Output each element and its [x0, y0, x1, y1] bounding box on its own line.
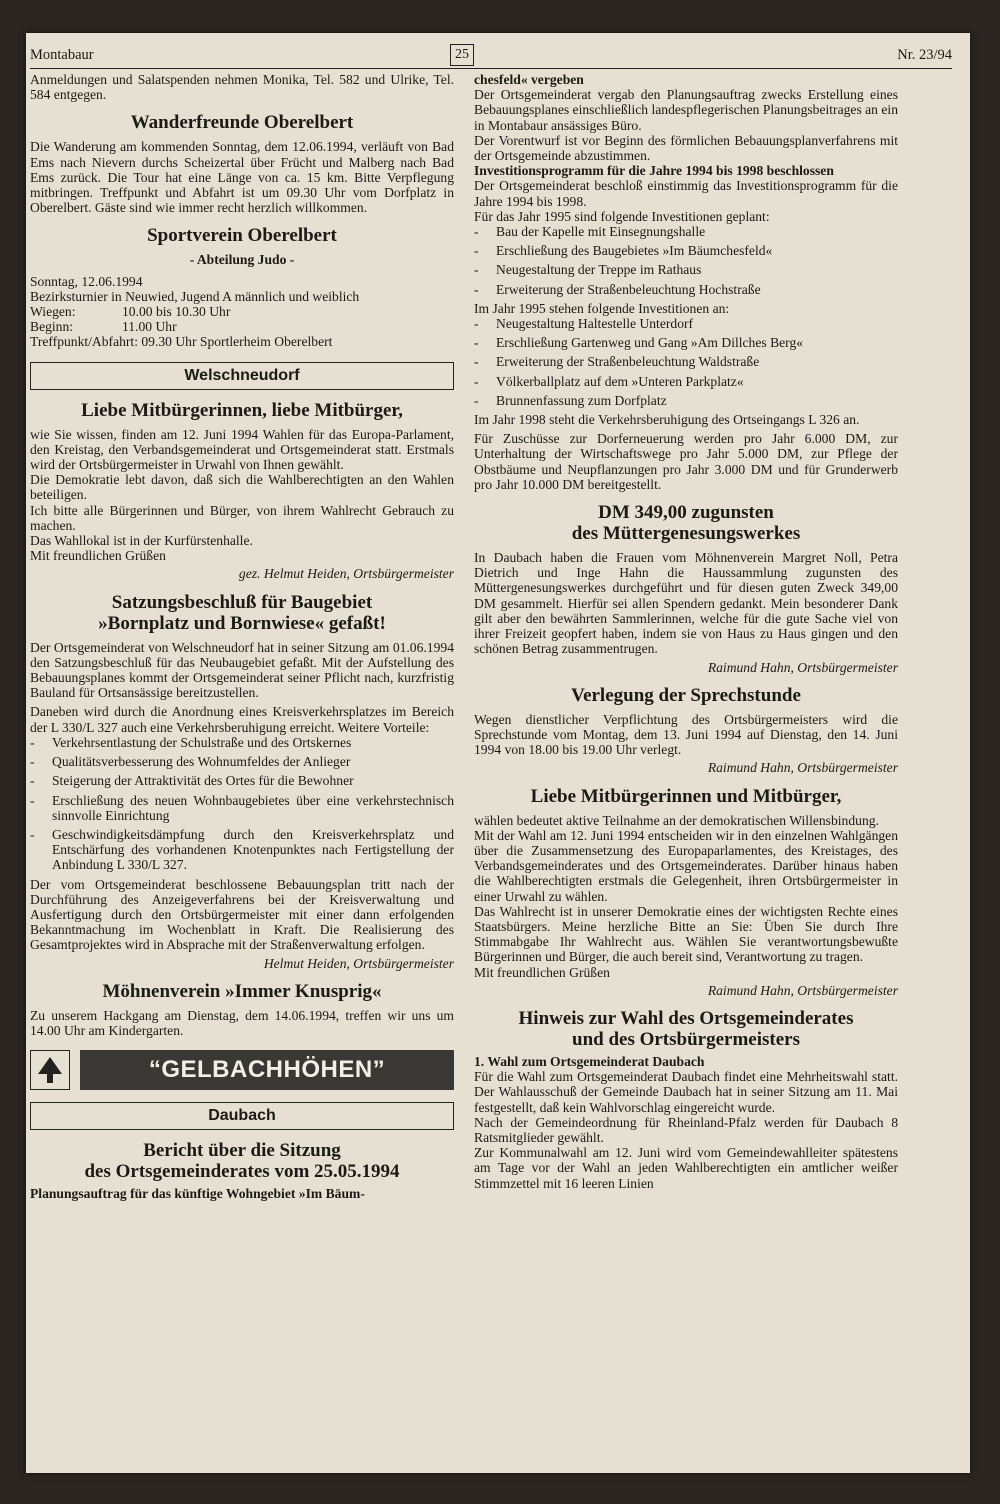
start-value: 11.00 Uhr [122, 319, 177, 335]
moehn-body: Zu unserem Hackgang am Dienstag, dem 14.06.1994, treffen wir uns um 14.00 Uhr am Kindergarten. [30, 1007, 454, 1038]
list-item: - Qualitätsverbesserung des Wohnumfeldes der Anlieger [30, 754, 454, 769]
hinweis-p2: Nach der Gemeindeordnung für Rheinland-Pfalz werden für Daubach 8 Ratsmitglieder gewählt. [474, 1114, 898, 1145]
letter-signature: gez. Helmut Heiden, Ortsbürgermeister [238, 566, 454, 582]
weigh-label: Wiegen: [30, 304, 76, 320]
letter-p2: Die Demokratie lebt davon, daß sich die Wahlberechtigten an den Wahlen beteiligen. [30, 472, 454, 503]
list-item: - Neugestaltung der Treppe im Rathaus [474, 262, 898, 277]
letter-title: Liebe Mitbürgerinnen, liebe Mitbürger, [81, 399, 403, 421]
sprech-title: Verlegung der Sprechstunde [571, 684, 801, 706]
invest-list-1 [474, 224, 898, 297]
list-item: - Erweiterung der Straßenbeleuchtung Hochstraße [474, 282, 898, 297]
list-item: - Geschwindigkeitsdämpfung durch den Kreisverkehrsplatz und Entschärfung des vorhandenen Knotenpunktes nach Fertigstellung der Anbindung L 330/L 327. [30, 827, 454, 873]
hinweis-p3: Zur Kommunalwahl am 12. Juni wird vom Gemeindewahlleiter spätestens am Tage vor der Wahl an jeden Wahlberechtigten ein amtlicher weißer Stimmzettel mit 16 leeren Linien [474, 1145, 898, 1191]
invest-p5: Im Jahr 1995 stehen folgende Investitionen an: [474, 300, 730, 316]
invest-heading: Investitionsprogramm für die Jahre 1994 bis 1998 beschlossen [474, 163, 834, 179]
list-item: - Erschließung des neuen Wohnbaugebietes über eine verkehrstechnisch sinnvolle Einrichtung [30, 793, 454, 823]
letter2-p2: Mit der Wahl am 12. Juni 1994 entscheiden wir in den einzelnen Wahlgängen über die Zusammensetzung des Europaparlamentes, des Kreistages, des Verbandsgemeinderates und des Ortsgemeinderates. Darüber hinaus haben die Wahlberechtigten erstmals die Gelegenheit, ihren Ortsbürgermeister in einer Urwahl zu wählen. [474, 827, 898, 904]
issue-number: Nr. 23/94 [897, 47, 952, 63]
hinweis-title-2: und des Ortsbürgermeisters [572, 1028, 800, 1050]
planning-p2: Der Vorentwurf ist vor Beginn des förmlichen Bebauungsplanverfahrens mit der Ortsgemeinde abzustimmen. [474, 132, 898, 164]
intro-text: Anmeldungen und Salatspenden nehmen Monika, Tel. 582 und Ulrike, Tel. 584 entgegen. [30, 72, 454, 103]
letter2-greeting: Mit freundlichen Grüßen [474, 964, 610, 980]
arrow-logo-icon [30, 1050, 70, 1090]
header-town: Montabaur [30, 47, 94, 63]
moehn-title: Möhnenverein »Immer Knusprig« [102, 980, 382, 1002]
letter2-title: Liebe Mitbürgerinnen und Mitbürger, [530, 785, 842, 807]
satzung-title-1: Satzungsbeschluß für Baugebiet [111, 591, 373, 613]
list-item: - Erschließung des Baugebietes »Im Bäumchesfeld« [474, 243, 898, 258]
invest-p3: Der Ortsgemeinderat beschloß einstimmig das Investitionsprogramm für die Jahre 1994 bis 1998. [474, 178, 898, 209]
page-header [30, 44, 952, 69]
right-column [474, 72, 898, 1191]
dm-title-2: des Müttergenesungswerkes [571, 523, 801, 545]
wander-body: Die Wanderung am kommenden Sonntag, dem 12.06.1994, verläuft von Bad Ems nach Nievern durchs Scheizertal über Frücht und Malberg nach Bad Ems zurück. Die Tour hat eine Länge von ca. 15 km. Bitte Verpflegung mitbringen. Treffpunkt und Abfahrt ist um 09.30 Uhr vom Dorfplatz in Oberelbert. Gäste sind wie immer recht herzlich willkommen. [30, 139, 454, 216]
list-item: - Bau der Kapelle mit Einsegnungshalle [474, 224, 898, 239]
letter-p1: wie Sie wissen, finden am 12. Juni 1994 Wahlen für das Europa-Parlament, den Kreistag, den Verbandsgemeinderat und Ortsgemeinderat statt. Erstmals wird der Ortsbürgermeister in Urwahl von Ihnen gewählt. [30, 426, 454, 473]
letter2-p1: wählen bedeutet aktive Teilnahme an der demokratischen Willensbindung. [474, 812, 879, 828]
bericht-lead: Planungsauftrag für das künftige Wohngebiet »Im Bäum- [30, 1186, 365, 1202]
planning-p1: Der Ortsgemeinderat vergab den Planungsauftrag zwecks Erstellung eines Bebauungsplanes einschließlich landespflegerischen Planungsbeitrages an ein in Montabaur ansässiges Büro. [474, 87, 898, 133]
invest-p4: Für das Jahr 1995 sind folgende Investitionen geplant: [474, 208, 770, 224]
satzung-p3: Der vom Ortsgemeinderat beschlossene Bebauungsplan tritt nach der Durchführung des Anzeigeverfahrens bei der Kreisverwaltung und Ausfertigung durch den Ortsbürgermeister mit einer dann erfolgenden Bekanntmachung im Wochenblatt in Kraft. Die Realisierung des Gesamtprojektes wird in Absprache mit der Straßenverwaltung erfolgen. [30, 876, 454, 953]
letter2-p3: Das Wahlrecht ist in unserer Demokratie eines der wichtigsten Rechte eines Staatsbürgers. Meine herzliche Bitte an Sie: Üben Sie durch Ihre Stimmabgabe Ihr Wahlrecht aus. Wählen Sie verantwortungsbewußte Bürgerinnen und Bürger, die auch bereit sind, Verantwortung zu tragen. [474, 903, 898, 965]
wander-title: Wanderfreunde Oberelbert [130, 112, 354, 134]
sport-event: Bezirksturnier in Neuwied, Jugend A männlich und weiblich [30, 288, 360, 304]
letter-greeting: Mit freundlichen Grüßen [30, 548, 166, 564]
invest-list-2 [474, 316, 898, 408]
list-item: - Erweiterung der Straßenbeleuchtung Waldstraße [474, 354, 898, 369]
bericht-lead-continued: chesfeld« vergeben [474, 72, 584, 87]
page-number: 25 [450, 44, 474, 66]
left-column [30, 72, 454, 1201]
list-item: - Brunnenfassung zum Dorfplatz [474, 393, 898, 408]
sport-start-row [30, 319, 454, 334]
letter2-signature: Raimund Hahn, Ortsbürgermeister [707, 982, 898, 998]
satzung-title-2: »Bornplatz und Bornwiese« gefaßt! [98, 612, 386, 634]
list-item: - Völkerballplatz auf dem »Unteren Parkplatz« [474, 374, 898, 389]
dm-signature: Raimund Hahn, Ortsbürgermeister [707, 659, 898, 675]
banner-title: “GELBACHHÖHEN” [80, 1050, 454, 1090]
bericht-title-1: Bericht über die Sitzung [143, 1140, 341, 1162]
satzung-list [30, 735, 454, 873]
dm-body: In Daubach haben die Frauen vom Möhnenverein Margret Noll, Petra Dietrich und Inge Hahn die Haussammlung zugunsten des Müttergenesungswerkes durchgeführt und für diesen guten Zweck 349,00 DM gesammelt. Hierfür sei allen Spendern gedankt. Mein besonderer Dank gilt aber den bewährten Sammlerinnen, welche für die gute Sache viel von ihrer Freizeit geopfert haben, indem sie von Haus zu Haus gingen und den schönen Betrag zusammentrugen. [474, 550, 898, 657]
sport-date: Sonntag, 12.06.1994 [30, 273, 143, 289]
dm-title-1: DM 349,00 zugunsten [598, 502, 774, 524]
list-item: - Steigerung der Attraktivität des Ortes für die Bewohner [30, 773, 454, 788]
sprech-body: Wegen dienstlicher Verpflichtung des Ortsbürgermeisters wird die Sprechstunde vom Montag, dem 13. Juni 1994 auf Dienstag, den 14. Juni 1994 von 18.00 bis 19.00 Uhr verlegt. [474, 711, 898, 758]
letter-p3: Ich bitte alle Bürgerinnen und Bürger, von ihrem Wahlrecht Gebrauch zu machen. [30, 502, 454, 533]
bericht-title-2: des Ortsgemeinderates vom 25.05.1994 [84, 1161, 400, 1183]
start-label: Beginn: [30, 319, 74, 335]
gelbachhoehen-banner [30, 1050, 454, 1090]
invest-p6: Im Jahr 1998 steht die Verkehrsberuhigung des Ortseingangs L 326 an. [474, 412, 860, 428]
sport-meet: Treffpunkt/Abfahrt: 09.30 Uhr Sportlerheim Oberelbert [30, 334, 333, 350]
section-welschneudorf: Welschneudorf [30, 362, 454, 390]
list-item: - Verkehrsentlastung der Schulstraße und des Ortskernes [30, 735, 454, 750]
hinweis-heading: 1. Wahl zum Ortsgemeinderat Daubach [474, 1053, 705, 1069]
invest-p7: Für Zuschüsse zur Dorferneuerung werden pro Jahr 6.000 DM, zur Unterhaltung der Wirtschaftswege pro Jahr 5.000 DM, zur Pflege der Obstbäume und Neupflanzungen pro Jahr 3.000 DM und für Grunderwerb pro Jahr 10.000 DM bereitgestellt. [474, 431, 898, 492]
satzung-p2: Daneben wird durch die Anordnung eines Kreisverkehrsplatzes im Bereich der L 330/L 327 auch eine Verkehrsberuhigung erreicht. Weitere Vorteile: [30, 704, 454, 735]
list-item: - Erschließung Gartenweg und Gang »Am Dillches Berg« [474, 335, 898, 350]
hinweis-p1: Für die Wahl zum Ortsgemeinderat Daubach findet eine Mehrheitswahl statt. Der Wahlausschuß der Gemeinde Daubach hat in seiner Sitzung am 11. Mai festgestellt, daß kein Wahlvorschlag eingereicht wurde. [474, 1069, 898, 1115]
satzung-p1: Der Ortsgemeinderat von Welschneudorf hat in seiner Sitzung am 01.06.1994 den Satzungsbeschluß für das Neubaugebiet gefaßt. Mit der Aufstellung des Bebauungsplanes kommt der Ortsgemeinderat seiner Pflicht nach, kurzfristig Bauland für Ortsansässige bereitzustellen. [30, 639, 454, 701]
satzung-signature: Helmut Heiden, Ortsbürgermeister [263, 955, 454, 971]
list-item: - Neugestaltung Haltestelle Unterdorf [474, 316, 898, 331]
hinweis-title-1: Hinweis zur Wahl des Ortsgemeinderates [518, 1007, 854, 1029]
sprech-signature: Raimund Hahn, Ortsbürgermeister [707, 760, 898, 776]
sport-weigh-row [30, 304, 454, 319]
section-daubach: Daubach [30, 1102, 454, 1130]
sport-subtitle: - Abteilung Judo - [189, 252, 295, 268]
weigh-value: 10.00 bis 10.30 Uhr [122, 304, 231, 320]
sport-title: Sportverein Oberelbert [147, 225, 337, 247]
letter-p4: Das Wahllokal ist in der Kurfürstenhalle. [30, 533, 253, 549]
